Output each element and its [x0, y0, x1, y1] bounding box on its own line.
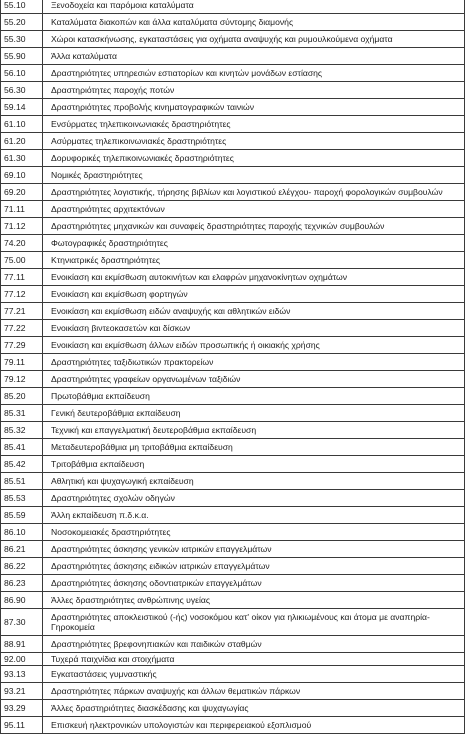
activity-code-cell: 77.11 [1, 269, 43, 286]
activity-code-cell: 69.10 [1, 167, 43, 184]
activity-description-cell: Άλλα καταλύματα [43, 48, 465, 65]
activity-code-cell: 77.12 [1, 286, 43, 303]
table-row [1, 116, 465, 133]
activity-code-cell: 75.00 [1, 252, 43, 269]
activity-code-cell: 77.29 [1, 337, 43, 354]
table-row [1, 354, 465, 371]
activity-code-cell: 77.21 [1, 303, 43, 320]
activity-code-cell: 93.29 [1, 700, 43, 717]
table-row [1, 252, 465, 269]
activity-code-cell: 92.00 [1, 653, 43, 666]
activity-description-cell: Δραστηριότητες αρχιτεκτόνων [43, 201, 465, 218]
table-row [1, 337, 465, 354]
table-row [1, 65, 465, 82]
activity-code-cell: 77.22 [1, 320, 43, 337]
activity-description-cell: Ενοικίαση βιντεοκασετών και δίσκων [43, 320, 465, 337]
activity-code-cell: 55.10 [1, 0, 43, 14]
activity-description-cell: Δραστηριότητες άσκησης ειδικών ιατρικών επαγγελμάτων [43, 558, 465, 575]
table-row [1, 184, 465, 201]
activity-code-cell: 86.90 [1, 592, 43, 609]
activity-code-cell: 85.51 [1, 473, 43, 490]
activity-description-cell: Χώροι κατασκήνωσης, εγκαταστάσεις για οχήματα αναψυχής και ρυμουλκούμενα οχήματα [43, 31, 465, 48]
table-row [1, 388, 465, 405]
table-row [1, 636, 465, 653]
activity-code-cell: 56.30 [1, 82, 43, 99]
activity-description-cell: Δραστηριότητες άσκησης οδοντιατρικών επαγγελμάτων [43, 575, 465, 592]
activity-description-cell: Πρωτοβάθμια εκπαίδευση [43, 388, 465, 405]
table-row [1, 269, 465, 286]
activity-description-cell: Ασύρματες τηλεπικοινωνιακές δραστηριότητες [43, 133, 465, 150]
table-row [1, 717, 465, 734]
activity-description-cell: Νοσοκομειακές δραστηριότητες [43, 524, 465, 541]
activity-description-cell: Δραστηριότητες πάρκων αναψυχής και άλλων θεματικών πάρκων [43, 683, 465, 700]
activity-code-cell: 88.91 [1, 636, 43, 653]
activity-description-cell: Καταλύματα διακοπών και άλλα καταλύματα σύντομης διαμονής [43, 14, 465, 31]
activity-description-cell: Ενοικίαση και εκμίσθωση φορτηγών [43, 286, 465, 303]
activity-code-cell: 61.30 [1, 150, 43, 167]
activity-code-cell: 93.13 [1, 666, 43, 683]
table-row [1, 507, 465, 524]
activity-code-cell: 95.11 [1, 717, 43, 734]
table-row [1, 592, 465, 609]
table-row [1, 99, 465, 116]
table-body [1, 0, 465, 734]
activity-description-cell: Δραστηριότητες γραφείων οργανωμένων ταξιδιών [43, 371, 465, 388]
activity-description-cell: Δραστηριότητες μηχανικών και συναφείς δραστηριότητες παροχής τεχνικών συμβουλών [43, 218, 465, 235]
table-row [1, 439, 465, 456]
activity-description-cell: Ενσύρματες τηλεπικοινωνιακές δραστηριότητες [43, 116, 465, 133]
activity-code-cell: 87.30 [1, 609, 43, 636]
activity-description-cell: Δραστηριότητες προβολής κινηματογραφικών ταινιών [43, 99, 465, 116]
activity-code-cell: 86.21 [1, 541, 43, 558]
activity-description-cell: Ενοικίαση και εκμίσθωση άλλων ειδών προσωπικής ή οικιακής χρήσης [43, 337, 465, 354]
table-row [1, 320, 465, 337]
activity-description-cell: Τεχνική και επαγγελματική δευτεροβάθμια εκπαίδευση [43, 422, 465, 439]
table-row [1, 524, 465, 541]
table-row [1, 558, 465, 575]
table-row [1, 167, 465, 184]
activity-code-cell: 74.20 [1, 235, 43, 252]
activity-description-cell: Δραστηριότητες υπηρεσιών εστιατορίων και κινητών μονάδων εστίασης [43, 65, 465, 82]
activity-description-cell: Ενοικίαση και εκμίσθωση ειδών αναψυχής και αθλητικών ειδών [43, 303, 465, 320]
activity-description-cell: Δραστηριότητες λογιστικής, τήρησης βιβλίων και λογιστικού ελέγχου- παροχή φορολογικών συμβουλών [43, 184, 465, 201]
table-row [1, 218, 465, 235]
table-row [1, 235, 465, 252]
activity-code-cell: 55.20 [1, 14, 43, 31]
activity-description-cell: Δραστηριότητες παροχής ποτών [43, 82, 465, 99]
activity-description-cell: Τυχερά παιχνίδια και στοιχήματα [43, 653, 465, 666]
activity-description-cell: Επισκευή ηλεκτρονικών υπολογιστών και περιφερειακού εξοπλισμού [43, 717, 465, 734]
activity-description-cell: Εγκαταστάσεις γυμναστικής [43, 666, 465, 683]
activity-description-cell: Ενοικίαση και εκμίσθωση αυτοκινήτων και ελαφρών μηχανοκίνητων οχημάτων [43, 269, 465, 286]
activity-description-cell: Ξενοδοχεία και παρόμοια καταλύματα [43, 0, 465, 14]
table-row [1, 82, 465, 99]
activity-code-cell: 55.30 [1, 31, 43, 48]
table-row [1, 14, 465, 31]
activity-code-cell: 79.12 [1, 371, 43, 388]
activity-code-cell: 86.10 [1, 524, 43, 541]
activity-code-cell: 85.32 [1, 422, 43, 439]
activity-code-cell: 56.10 [1, 65, 43, 82]
activity-code-cell: 86.23 [1, 575, 43, 592]
table-row [1, 653, 465, 666]
table-row [1, 575, 465, 592]
activity-code-cell: 85.31 [1, 405, 43, 422]
table-row [1, 0, 465, 14]
activity-code-cell: 93.21 [1, 683, 43, 700]
table-row [1, 456, 465, 473]
activity-description-cell: Νομικές δραστηριότητες [43, 167, 465, 184]
activity-code-cell: 71.12 [1, 218, 43, 235]
activity-code-cell: 85.41 [1, 439, 43, 456]
activity-description-cell: Άλλη εκπαίδευση π.δ.κ.α. [43, 507, 465, 524]
activity-description-cell: Δορυφορικές τηλεπικοινωνιακές δραστηριότητες [43, 150, 465, 167]
table-row [1, 609, 465, 636]
table-row [1, 405, 465, 422]
activity-description-cell: Δραστηριότητες άσκησης γενικών ιατρικών επαγγελμάτων [43, 541, 465, 558]
activity-code-cell: 61.20 [1, 133, 43, 150]
activity-code-cell: 85.42 [1, 456, 43, 473]
table-row [1, 48, 465, 65]
activity-description-cell: Δραστηριότητες σχολών οδηγών [43, 490, 465, 507]
table-row [1, 473, 465, 490]
activity-description-cell: Φωτογραφικές δραστηριότητες [43, 235, 465, 252]
table-row [1, 286, 465, 303]
table-row [1, 666, 465, 683]
activity-description-cell: Δραστηριότητες βρεφονηπιακών και παιδικών σταθμών [43, 636, 465, 653]
activity-code-cell: 71.11 [1, 201, 43, 218]
activity-description-cell: Άλλες δραστηριότητες ανθρώπινης υγείας [43, 592, 465, 609]
table-row [1, 31, 465, 48]
activity-code-cell: 86.22 [1, 558, 43, 575]
table-row [1, 133, 465, 150]
activity-code-cell: 85.53 [1, 490, 43, 507]
table-row [1, 201, 465, 218]
table-row [1, 422, 465, 439]
activity-code-cell: 69.20 [1, 184, 43, 201]
activity-description-cell: Δραστηριότητες αποκλειστικού (-ής) νοσοκόμου κατ' οίκον για ηλικιωμένους και άτομα με αναπηρία- Γηροκομεία [43, 609, 465, 636]
activity-description-cell: Αθλητική και ψυχαγωγική εκπαίδευση [43, 473, 465, 490]
table-row [1, 541, 465, 558]
table-row [1, 371, 465, 388]
activity-description-cell: Μεταδευτεροβάθμια μη τριτοβάθμια εκπαίδευση [43, 439, 465, 456]
activity-description-cell: Άλλες δραστηριότητες διασκέδασης και ψυχαγωγίας [43, 700, 465, 717]
activity-description-cell: Κτηνιατρικές δραστηριότητες [43, 252, 465, 269]
table-row [1, 700, 465, 717]
activity-code-cell: 55.90 [1, 48, 43, 65]
activity-code-cell: 85.59 [1, 507, 43, 524]
activity-code-cell: 61.10 [1, 116, 43, 133]
table-row [1, 683, 465, 700]
activity-code-cell: 79.11 [1, 354, 43, 371]
activity-code-cell: 85.20 [1, 388, 43, 405]
activity-description-cell: Τριτοβάθμια εκπαίδευση [43, 456, 465, 473]
table-row [1, 490, 465, 507]
table-row [1, 150, 465, 167]
activity-description-cell: Γενική δευτεροβάθμια εκπαίδευση [43, 405, 465, 422]
activity-code-cell: 59.14 [1, 99, 43, 116]
activity-description-cell: Δραστηριότητες ταξιδιωτικών πρακτορείων [43, 354, 465, 371]
table-row [1, 303, 465, 320]
